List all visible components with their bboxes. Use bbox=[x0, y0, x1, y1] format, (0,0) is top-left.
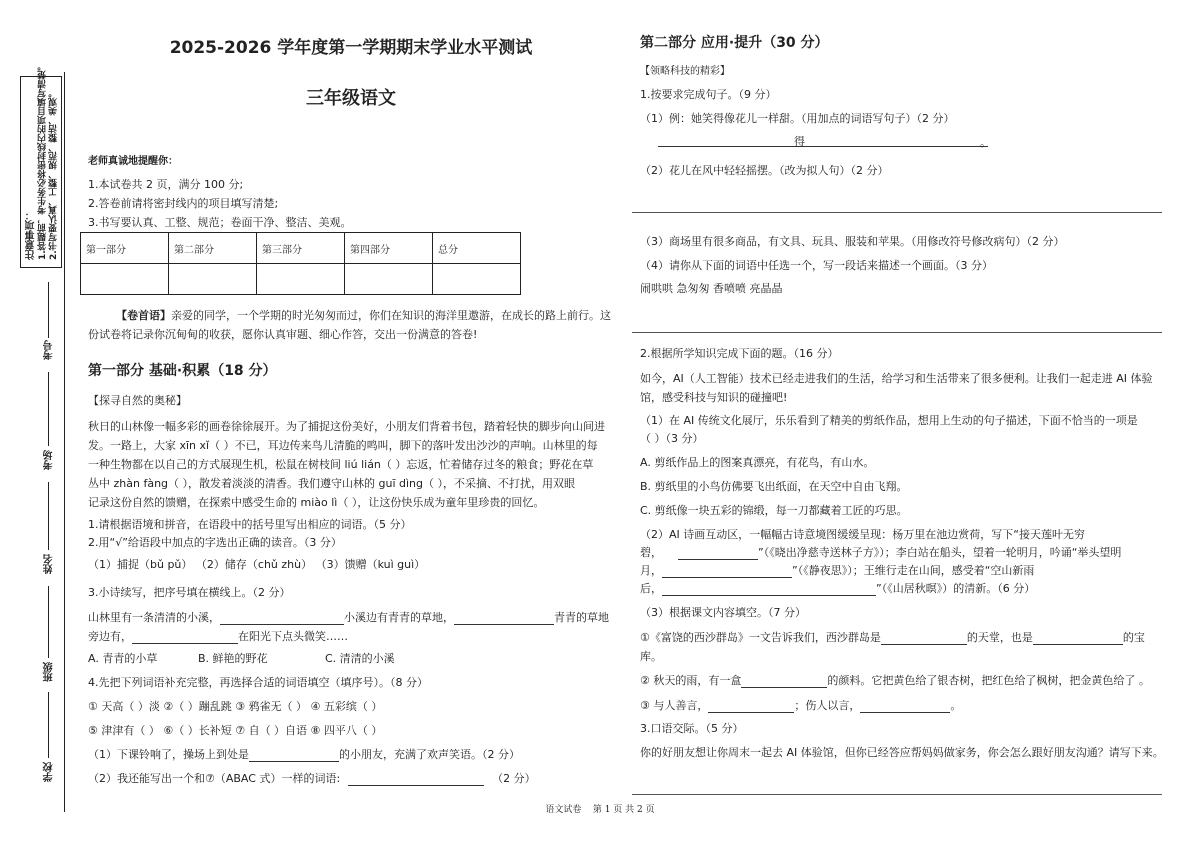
answer-blank[interactable] bbox=[454, 612, 554, 625]
preface bbox=[88, 307, 613, 347]
page-footer: 语文试卷 第 1 页 共 2 页 bbox=[545, 805, 655, 815]
preface-text-2: 份试卷将记录你沉甸甸的收获，愿你认真审题、细心作答，交出一份满意的答卷! bbox=[88, 328, 478, 341]
answer-blank[interactable] bbox=[881, 632, 967, 645]
score-cell[interactable] bbox=[433, 264, 521, 295]
answer-rule[interactable] bbox=[632, 212, 1162, 213]
poem-text: 青青的草地 bbox=[554, 611, 609, 624]
poem-text: ”（《山居秋暝》）的清新。（6 分） bbox=[876, 582, 1036, 595]
reminder-heading: 老师真诚地提醒你： bbox=[88, 156, 178, 167]
poem-text: 在阳光下点头微笑…… bbox=[238, 630, 348, 643]
choice-b: B. 剪纸里的小鸟仿佛要飞出纸面，在天空中自由飞翔。 bbox=[640, 480, 908, 493]
reminder-item: 3.书写要认真、工整、规范；卷面干净、整洁、美观。 bbox=[88, 216, 352, 229]
question-2-1-paren: （ ）（3 分） bbox=[640, 432, 704, 445]
blank-exam-number bbox=[48, 282, 49, 338]
question-2: 2.根据所学知识完成下面的题。（16 分） bbox=[640, 347, 839, 360]
question-2-1: （1）在 AI 传统文化展厅，乐乐看到了精美的剪纸作品，想用上生动的句子描述，下面不恰当的一项是 bbox=[640, 414, 1138, 427]
question-1-1: （1）例：她笑得像花儿一样甜。（用加点的词语写句子）（2 分） bbox=[640, 112, 955, 125]
answer-blank[interactable] bbox=[678, 547, 758, 560]
ai-intro: 如今，AI（人工智能）技术已经走进我们的生活，给学习和生活带来了很多便利。让我们一起走进 AI 体验 bbox=[640, 372, 1153, 385]
word-choices: 闹哄哄 急匆匆 香喷喷 亮晶晶 bbox=[640, 282, 783, 295]
label-school: 学校 bbox=[44, 762, 55, 782]
option-c: C. 清清的小溪 bbox=[325, 652, 395, 665]
label-exam-number: 考号 bbox=[44, 340, 55, 360]
passage-line: 发。一路上，大家 xīn xǐ（ ）不已，耳边传来鸟儿清脆的鸣叫，脚下的落叶发出沙沙的声响。山林里的每 bbox=[88, 439, 598, 452]
period-mark: 。 bbox=[980, 136, 991, 149]
fill-sentence: ② 秋天的雨，有一盒 bbox=[640, 674, 742, 687]
seal-line bbox=[64, 72, 65, 812]
binding-notice-2: 2.书写要认真、工整、规范、整洁、美观。 bbox=[49, 88, 59, 260]
answer-blank[interactable] bbox=[662, 583, 876, 596]
score-header: 总分 bbox=[433, 233, 521, 264]
reminder-item: 1.本试卷共 2 页，满分 100 分; bbox=[88, 178, 244, 191]
poem-text: 后， bbox=[640, 582, 662, 595]
question-2-options: （1）捕捉（bǔ pǔ） （2）储存（chǔ zhù） （3）馈赠（kuì guì） bbox=[88, 558, 426, 571]
answer-blank[interactable] bbox=[132, 631, 238, 644]
answer-blank[interactable] bbox=[1033, 632, 1123, 645]
score-cell[interactable] bbox=[257, 264, 345, 295]
preface-text-1: 亲爱的同学，一个学期的时光匆匆而过，你们在知识的海洋里遨游，在成长的路上前行。这 bbox=[171, 309, 611, 322]
poem-text: 山林里有一条清清的小溪， bbox=[88, 611, 220, 624]
section-heading: 【领略科技的精彩】 bbox=[640, 66, 730, 77]
binding-notice-1: 1.答题前，考生务必将密封线内的项目填写清楚。 bbox=[38, 61, 48, 260]
question-3: 3.小诗续写，把序号填在横线上。（2 分） bbox=[88, 586, 291, 599]
part1-body bbox=[88, 392, 618, 792]
question-2: 2.用“√”给语段中加点的字选出正确的读音。（3 分） bbox=[88, 536, 342, 549]
poem-text: 小溪边有青青的草地， bbox=[344, 611, 454, 624]
answer-blank[interactable] bbox=[741, 675, 827, 688]
label-class: 班级 bbox=[44, 662, 55, 682]
score-cell[interactable] bbox=[169, 264, 257, 295]
score-header: 第二部分 bbox=[169, 233, 257, 264]
grade-subject-title: 三年级语文 bbox=[306, 88, 396, 109]
blank-name bbox=[48, 482, 49, 550]
question-1: 1.按要求完成句子。（9 分） bbox=[640, 88, 777, 101]
score-cell[interactable] bbox=[81, 264, 169, 295]
score-header: 第四部分 bbox=[345, 233, 433, 264]
answer-rule[interactable] bbox=[632, 332, 1162, 333]
fill-sentence: 。 bbox=[950, 699, 962, 712]
answer-blank[interactable] bbox=[708, 700, 794, 713]
part2-title: 第二部分 应用·提升（30 分） bbox=[640, 35, 829, 51]
fill-sentence: 的天堂，也是 bbox=[966, 631, 1033, 644]
label-exam-room: 考场 bbox=[44, 450, 55, 470]
poem-text: 碧， bbox=[640, 546, 662, 559]
part2-body bbox=[640, 62, 1165, 802]
fill-sentence: 的宝 bbox=[1122, 631, 1145, 644]
question-2-3: （3）根据课文内容填空。（7 分） bbox=[640, 606, 806, 619]
passage-line: 秋日的山林像一幅多彩的画卷徐徐展开。为了捕捉这份美好，小朋友们背着书包，踏着轻快的脚步向山间进 bbox=[88, 420, 605, 433]
answer-blank[interactable] bbox=[220, 612, 344, 625]
score-header: 第一部分 bbox=[81, 233, 169, 264]
answer-line[interactable] bbox=[658, 146, 988, 147]
question-1: 1.请根据语境和拼音，在语段中的括号里写出相应的词语。（5 分） bbox=[88, 518, 412, 531]
poem-text: 月， bbox=[640, 564, 662, 577]
question-3-text: 你的好朋友想让你周末一起去 AI 体验馆，但你已经答应帮妈妈做家务，你会怎么跟好朋友沟通？请写下来。 bbox=[640, 746, 1164, 759]
question-1-2: （2）花儿在风中轻轻摇摆。（改为拟人句）（2 分） bbox=[640, 164, 889, 177]
poem-text: 旁边有， bbox=[88, 630, 132, 643]
question-2-2: （2）AI 诗画互动区，一幅幅古诗意境图缓缓呈现：杨万里在池边赏荷，写下“接天莲叶无穷 bbox=[640, 528, 1085, 541]
passage-line: 记录这份自然的馈赠，在探索中感受生命的 miào lì（ ），让这份快乐成为童年里珍贵的回忆。 bbox=[88, 496, 545, 509]
answer-rule[interactable] bbox=[632, 794, 1162, 795]
question-1-3: （3）商场里有很多商品，有文具、玩具、服装和苹果。（用修改符号修改病句）（2 分） bbox=[640, 235, 1065, 248]
score-cell[interactable] bbox=[345, 264, 433, 295]
answer-blank[interactable] bbox=[348, 773, 484, 786]
answer-blank[interactable] bbox=[662, 565, 792, 578]
option-a: A. 青青的小草 bbox=[88, 652, 158, 665]
preface-label: 【卷首语】 bbox=[116, 309, 171, 322]
score-table bbox=[80, 232, 521, 295]
blank-class bbox=[48, 586, 49, 658]
poem-text: ”（《晓出净慈寺送林子方》）；李白站在船头，望着一轮明月，吟诵“举头望明 bbox=[758, 546, 1122, 559]
poem-text: ”（《静夜思》）；王维行走在山间，感受着“空山新雨 bbox=[792, 564, 1035, 577]
passage-line: 一种生物都在以自己的方式展现生机，松鼠在树枝间 liú lián（ ）忘返，忙着储存过冬的粮食；野花在草 bbox=[88, 458, 594, 471]
de-character: 得 bbox=[794, 135, 805, 148]
fill-sentence: ；伤人以言， bbox=[794, 699, 861, 712]
page-title: 2025-2026 学年度第一学期期末学业水平测试 bbox=[169, 38, 533, 58]
section-heading: 【探寻自然的奥秘】 bbox=[88, 394, 187, 407]
idiom-line: ① 天高（ ）淡 ②（ ）蹦乱跳 ③ 鸦雀无（ ） ④ 五彩缤（ ） bbox=[88, 700, 383, 713]
fill-sentence: ③ 与人善言， bbox=[640, 699, 709, 712]
reminder-block bbox=[88, 152, 608, 232]
fill-sentence: （2 分） bbox=[492, 772, 536, 785]
option-b: B. 鲜艳的野花 bbox=[198, 652, 268, 665]
reminder-item: 2.答卷前请将密封线内的项目填写清楚; bbox=[88, 197, 279, 210]
passage-line: 丛中 zhàn fàng（ ），散发着淡淡的清香。我们遵守山林的 guī dìng（ ），不采摘、不打扰，用双眼 bbox=[88, 477, 576, 490]
choice-a: A. 剪纸作品上的图案真漂亮，有花鸟，有山水。 bbox=[640, 456, 875, 469]
answer-blank[interactable] bbox=[249, 749, 339, 762]
ai-intro: 馆，感受科技与知识的碰撞吧! bbox=[640, 391, 788, 404]
blank-exam-room bbox=[48, 372, 49, 446]
question-3: 3.口语交际。（5 分） bbox=[640, 722, 744, 735]
idiom-line: ⑤ 津津有（ ） ⑥（ ）长补短 ⑦ 自（ ）自语 ⑧ 四平八（ ） bbox=[88, 724, 383, 737]
binding-strip bbox=[14, 61, 60, 812]
choice-c: C. 剪纸像一块五彩的锦缎，每一刀都藏着工匠的巧思。 bbox=[640, 504, 908, 517]
fill-sentence: ①《富饶的西沙群岛》一文告诉我们，西沙群岛是 bbox=[640, 631, 881, 644]
fill-sentence: （1）下课铃响了，操场上到处是 bbox=[88, 748, 249, 761]
answer-blank[interactable] bbox=[860, 700, 950, 713]
fill-sentence: （2）我还能写出一个和⑦（ABAC 式）一样的词语: bbox=[88, 772, 341, 785]
label-name: 姓名 bbox=[44, 554, 55, 574]
question-4: 4.先把下列词语补充完整，再选择合适的词语填空（填序号）。（8 分） bbox=[88, 676, 428, 689]
binding-notice-title: 注意事项： bbox=[26, 210, 37, 260]
blank-school bbox=[48, 692, 49, 758]
part1-title: 第一部分 基础·积累（18 分） bbox=[88, 363, 277, 379]
fill-sentence: 的颜料。它把黄色给了银杏树，把红色给了枫树，把金黄色给了 。 bbox=[827, 674, 1150, 687]
fill-sentence: 库。 bbox=[640, 650, 662, 663]
question-1-4: （4）请你从下面的词语中任选一个，写一段话来描述一个画面。（3 分） bbox=[640, 259, 993, 272]
fill-sentence: 的小朋友，充满了欢声笑语。（2 分） bbox=[339, 748, 520, 761]
score-header: 第三部分 bbox=[257, 233, 345, 264]
